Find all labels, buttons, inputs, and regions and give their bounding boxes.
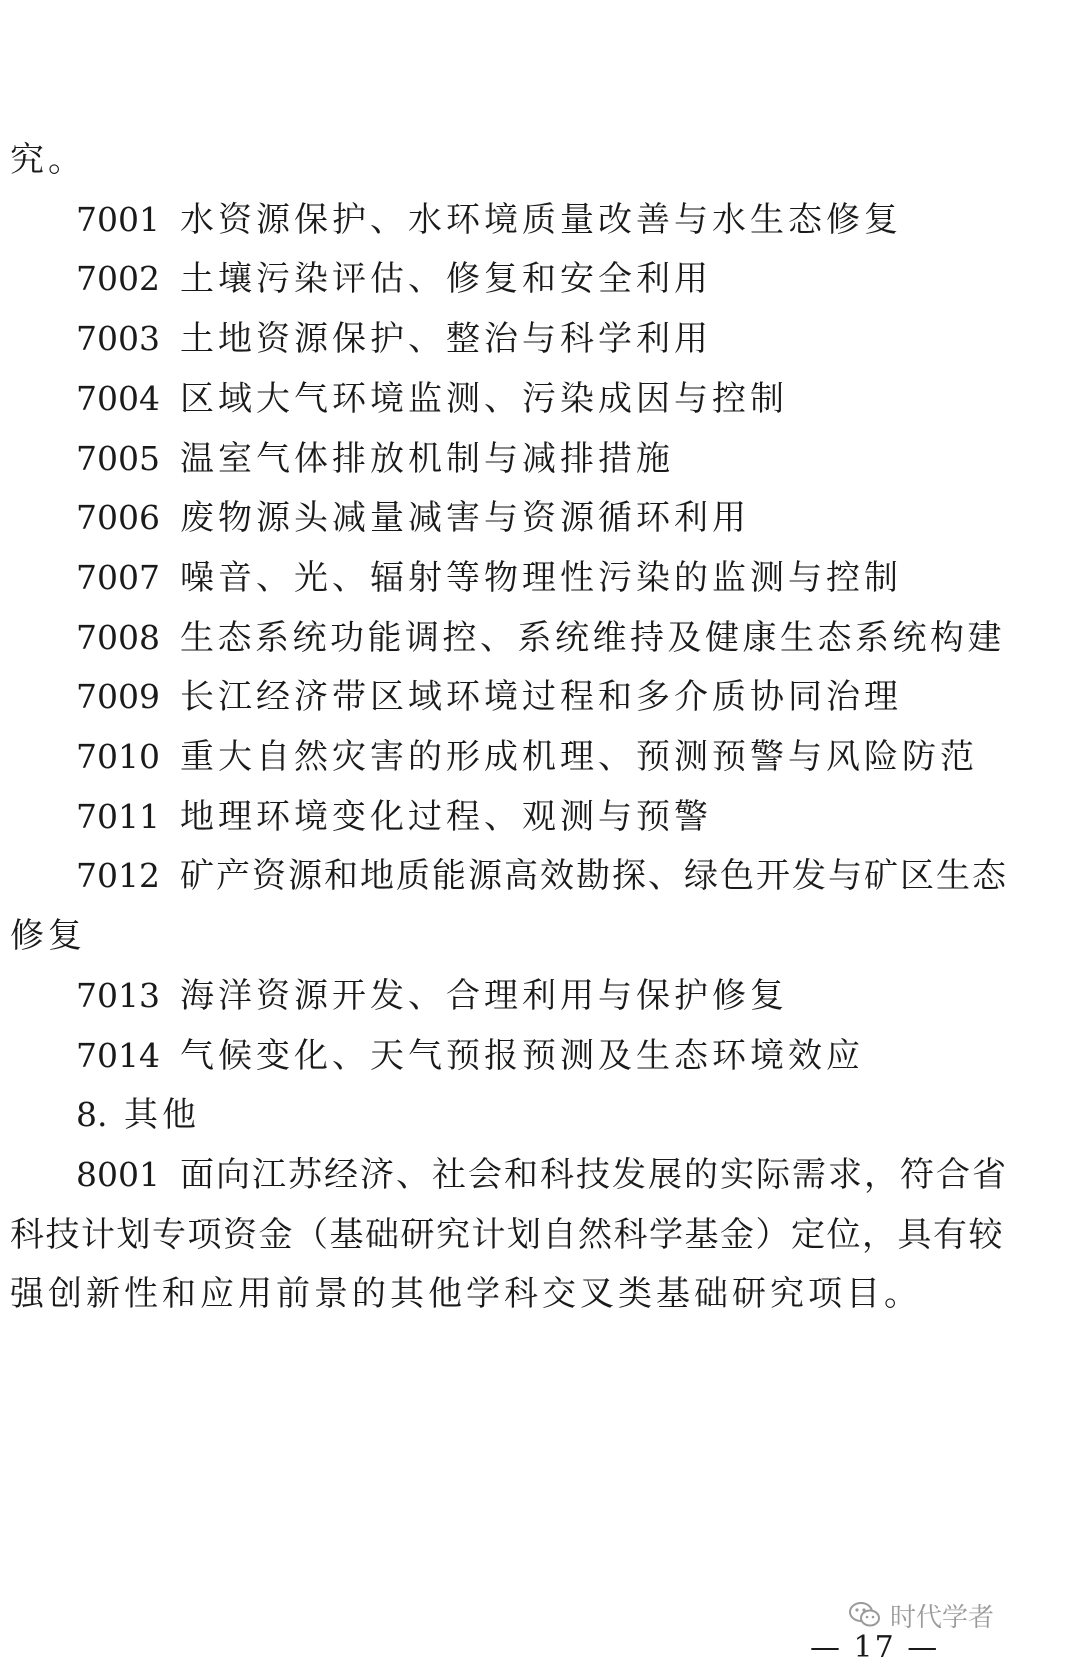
list-item: [0, 608, 1080, 668]
continuation-text: 究。: [10, 140, 86, 180]
item-code: 7012: [76, 856, 160, 896]
list-item: [0, 488, 1080, 548]
item-text: 区域大气环境监测、污染成因与控制: [180, 378, 788, 419]
page-number: — 17 —: [810, 1630, 940, 1665]
list-item: [0, 1026, 1080, 1086]
continuation-text: 强创新性和应用前景的其他学科交叉类基础研究项目。: [10, 1274, 922, 1315]
watermark: [848, 1595, 994, 1635]
item-code: 7004: [76, 378, 160, 418]
continuation-line: [0, 1264, 1080, 1324]
list-item: [0, 429, 1080, 489]
list-item: [0, 249, 1080, 309]
item-text: 噪音、光、辐射等物理性污染的监测与控制: [180, 557, 902, 598]
item-text: 废物源头减量减害与资源循环利用: [180, 498, 750, 539]
item-text: 其他: [124, 1095, 200, 1136]
list-item: [0, 846, 1080, 906]
list-item: [0, 548, 1080, 608]
list-item: [0, 309, 1080, 369]
continuation-text: 科技计划专项资金（基础研究计划自然科学基金）定位，具有较: [10, 1214, 1004, 1255]
item-code: 8001: [76, 1154, 160, 1194]
item-text: 面向江苏经济、社会和科技发展的实际需求，符合省: [180, 1154, 1008, 1195]
item-code: 7008: [76, 617, 160, 657]
item-text: 生态系统功能调控、系统维持及健康生态系统构建: [180, 617, 1005, 658]
continuation-line: [0, 906, 1080, 966]
item-text: 矿产资源和地质能源高效勘探、绿色开发与矿区生态: [180, 856, 1008, 897]
list-item: [0, 667, 1080, 727]
item-code: 7002: [76, 259, 160, 299]
item-text: 温室气体排放机制与减排措施: [180, 438, 674, 479]
item-code: 7006: [76, 498, 160, 538]
list-item: [0, 787, 1080, 847]
item-code: 7001: [76, 199, 160, 239]
wechat-icon: [848, 1600, 882, 1630]
item-text: 气候变化、天气预报预测及生态环境效应: [180, 1035, 864, 1076]
watermark-text: 时代学者: [890, 1602, 995, 1633]
item-code: 7014: [76, 1035, 160, 1075]
item-text: 水资源保护、水环境质量改善与水生态修复: [180, 199, 902, 240]
list-item: [0, 727, 1080, 787]
item-code: 8.: [76, 1095, 108, 1135]
item-code: 7003: [76, 319, 160, 359]
list-item: [0, 369, 1080, 429]
continuation-line: [0, 130, 1080, 190]
list-item: [0, 1085, 1080, 1145]
item-code: 7011: [76, 796, 160, 836]
item-code: 7005: [76, 438, 160, 478]
item-code: 7010: [76, 737, 160, 776]
item-code: 7013: [76, 975, 160, 1015]
item-text: 重大自然灾害的形成机理、预测预警与风险防范: [180, 737, 978, 777]
item-text: 地理环境变化过程、观测与预警: [180, 796, 712, 837]
list-item: [0, 1145, 1080, 1205]
list-item: [0, 966, 1080, 1026]
item-text: 土壤污染评估、修复和安全利用: [180, 259, 712, 300]
item-text: 海洋资源开发、合理利用与保护修复: [180, 975, 788, 1016]
item-code: 7007: [76, 557, 160, 597]
item-code: 7009: [76, 677, 160, 717]
item-text: 长江经济带区域环境过程和多介质协同治理: [180, 677, 902, 718]
item-text: 土地资源保护、整治与科学利用: [180, 319, 712, 360]
continuation-text: 修复: [10, 916, 86, 957]
continuation-line: [0, 1205, 1080, 1265]
list-item: [0, 190, 1080, 250]
